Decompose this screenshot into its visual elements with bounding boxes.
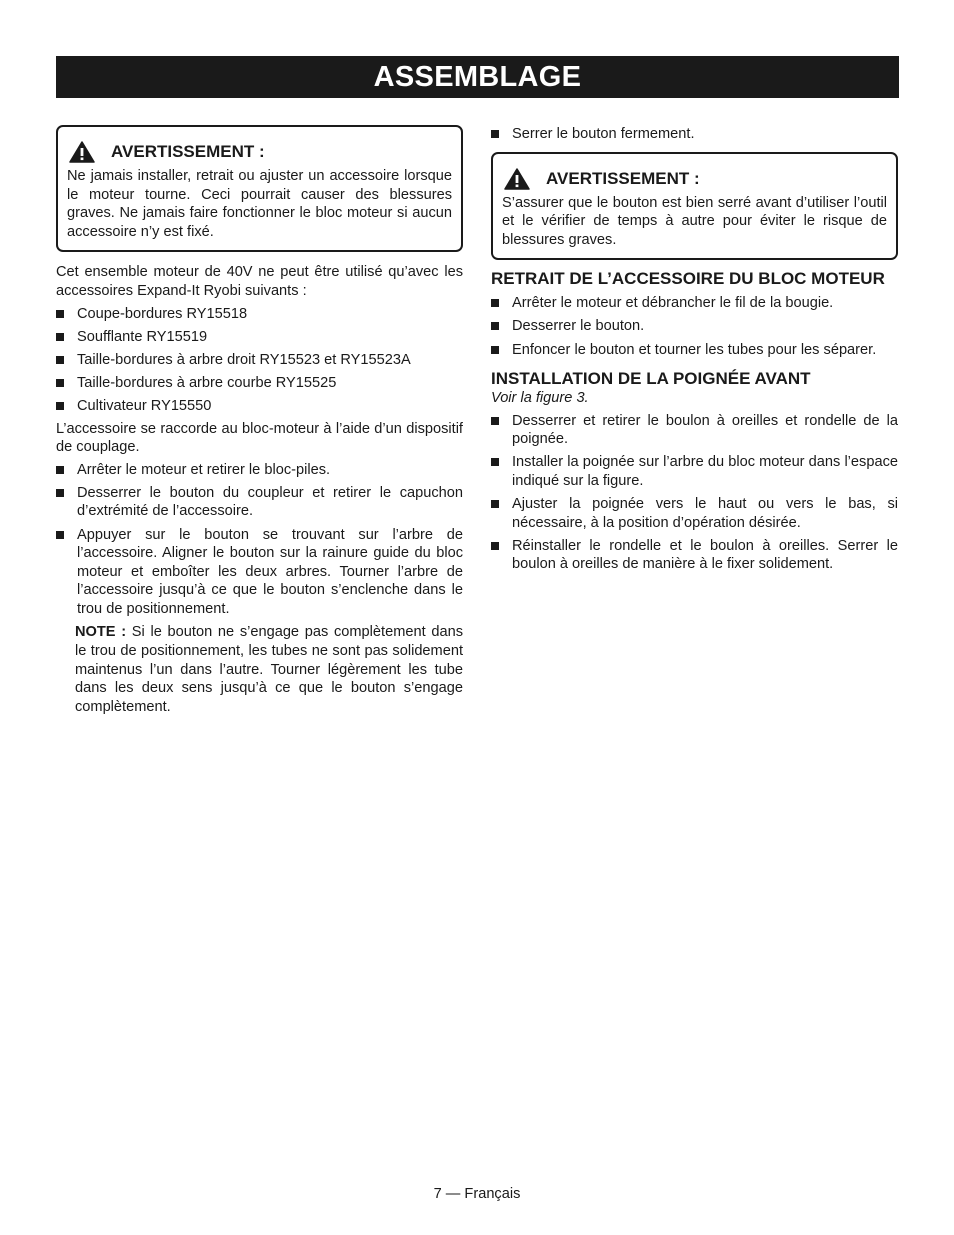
removal-steps — [491, 294, 898, 359]
list-item: Installer la poignée sur l’arbre du bloc moteur dans l’espace indiqué sur la figure. — [491, 453, 898, 490]
list-item: Taille-bordures à arbre droit RY15523 et RY15523A — [56, 351, 463, 370]
list-item: Ajuster la poignée vers le haut ou vers le bas, si nécessaire, à la position d’opération désirée. — [491, 495, 898, 532]
warning-box-left — [56, 125, 463, 252]
warning-label: AVERTISSEMENT : — [546, 168, 700, 188]
tighten-list — [491, 125, 898, 144]
left-column — [56, 125, 463, 716]
right-column — [491, 125, 898, 574]
warning-box-right — [491, 152, 898, 261]
warning-triangle-icon — [504, 168, 530, 190]
note-label: NOTE : — [75, 624, 127, 641]
warning-text: Ne jamais installer, retrait ou ajuster un accessoire lorsque le moteur tourne. Ceci pourrait causer des blessures graves. Ne jamais faire fonctionner le bloc moteur si aucun accessoire n’y est fixé. — [67, 168, 452, 240]
coupling-paragraph: L’accessoire se raccorde au bloc-moteur à l’aide d’un dispositif de couplage. — [56, 420, 463, 456]
handle-heading: INSTALLATION DE LA POIGNÉE AVANT — [491, 369, 811, 389]
warning-label: AVERTISSEMENT : — [111, 142, 265, 161]
list-item: Enfoncer le bouton et tourner les tubes pour les séparer. — [491, 341, 898, 360]
removal-heading: RETRAIT DE L’ACCESSOIRE DU BLOC MOTEUR — [491, 269, 885, 289]
page-footer — [0, 1186, 954, 1202]
warning-header — [502, 168, 887, 190]
handle-steps — [491, 412, 898, 574]
list-item: Desserrer et retirer le boulon à oreilles et rondelle de la poignée. — [491, 412, 898, 449]
figure-reference: Voir la figure 3. — [491, 390, 589, 407]
list-item: Serrer le bouton fermement. — [491, 125, 898, 144]
list-item: Taille-bordures à arbre courbe RY15525 — [56, 374, 463, 393]
list-item: Cultivateur RY15550 — [56, 397, 463, 416]
list-item: Coupe-bordures RY15518 — [56, 305, 463, 324]
note-paragraph — [56, 623, 463, 716]
section-banner — [56, 56, 899, 98]
intro-paragraph: Cet ensemble moteur de 40V ne peut être utilisé qu’avec les accessoires Expand-It Ryobi suivants : — [56, 264, 463, 299]
accessory-list — [56, 305, 463, 416]
list-item: Arrêter le moteur et débrancher le fil de la bougie. — [491, 294, 898, 313]
warning-triangle-icon — [69, 141, 95, 163]
warning-header — [67, 141, 452, 163]
warning-text: S’assurer que le bouton est bien serré avant d’utiliser l’outil et le vérifier de temps à autre pour éviter le risque de blessures graves. — [502, 194, 887, 248]
list-item: Soufflante RY15519 — [56, 328, 463, 347]
note-text: Si le bouton ne s’engage pas complètement dans le trou de positionnement, les tubes ne sont pas solidement maintenus l’un dans l’autre. Tourner légèrement les tube dans les deux sens jusqu’à ce que le bouton s’engage complètement. — [75, 624, 463, 715]
list-item: Réinstaller le rondelle et le boulon à oreilles. Serrer le boulon à oreilles de manière à le fixer solidement. — [491, 537, 898, 574]
section-title: ASSEMBLAGE — [373, 61, 582, 93]
list-item: Appuyer sur le bouton se trouvant sur l’arbre de l’accessoire. Aligner le bouton sur la rainure guide du bloc moteur et emboîter les deux arbres. Tourner l’arbre de l’accessoire jusqu’à ce que le bouton s’enclenche dans le trou de positionnement. — [56, 526, 463, 619]
list-item: Desserrer le bouton du coupleur et retirer le capuchon d’extrémité de l’accessoire. — [56, 484, 463, 521]
page-number: 7 — Français — [433, 1186, 521, 1202]
list-item: Arrêter le moteur et retirer le bloc-piles. — [56, 461, 463, 480]
list-item: Desserrer le bouton. — [491, 317, 898, 336]
coupling-steps — [56, 461, 463, 619]
